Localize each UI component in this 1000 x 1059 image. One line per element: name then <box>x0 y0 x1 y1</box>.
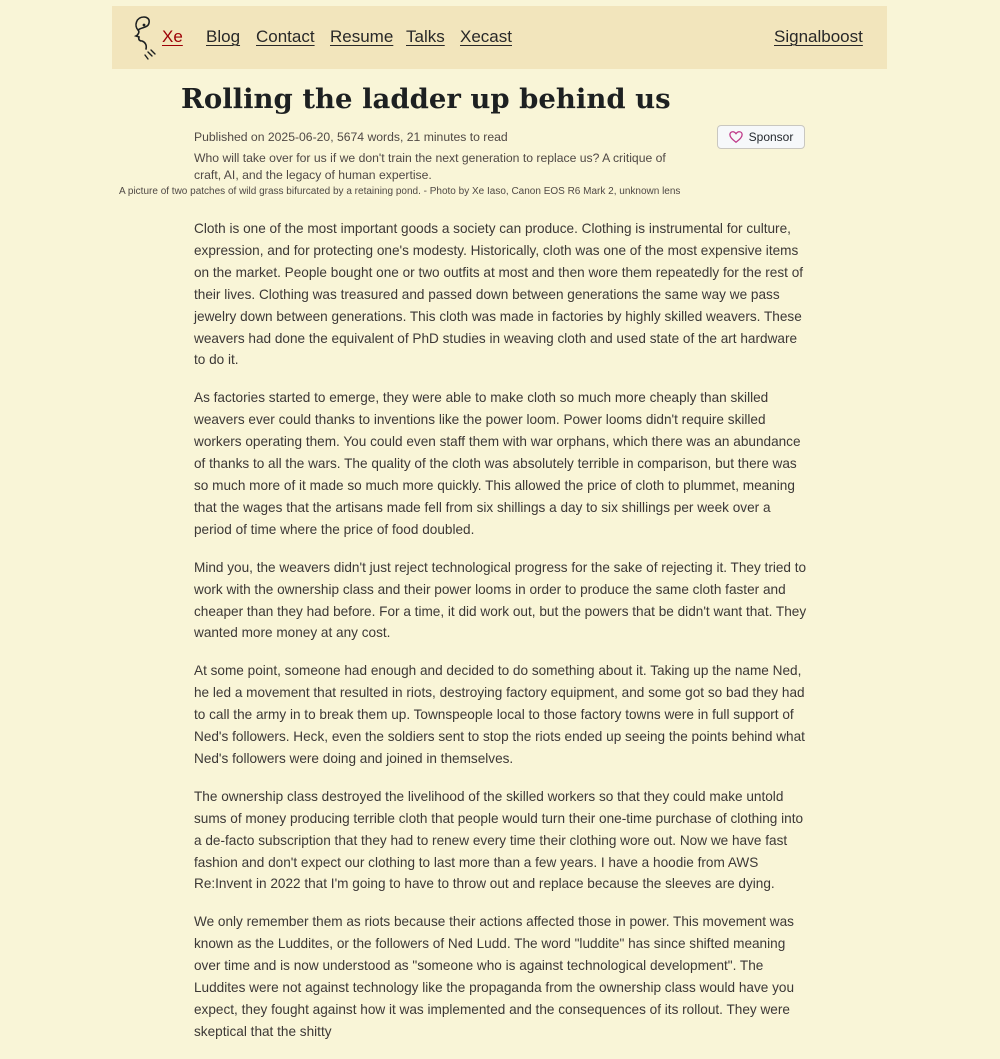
image-caption: A picture of two patches of wild grass bifurcated by a retaining pond. - Photo by Xe Iaso, Canon EOS R6 Mark 2, unknown lens <box>119 186 681 197</box>
article-paragraph: We only remember them as riots because their actions affected those in power. This movement was known as the Luddites, or the followers of Ned Ludd. The word "luddite" has since shifted meaning over time and is now understood as "someone who is against technological development". The Luddites were not against technology like the propaganda from the ownership class would have you expect, they fought against how it was implemented and the consequences of its rollout. They were skeptical that the shitty <box>194 914 795 1039</box>
sponsor-button[interactable] <box>717 125 805 149</box>
published-info: Published on 2025-06-20, 5674 words, 21 minutes to read <box>194 130 508 144</box>
nav-resume-link[interactable]: Resume <box>330 27 394 46</box>
nav-talks-link[interactable]: Talks <box>406 27 445 46</box>
nav-signalboost-link[interactable]: Signalboost <box>774 27 863 46</box>
article-body <box>194 218 807 1059</box>
article-paragraph: The ownership class destroyed the livelihood of the skilled workers so that they could make untold sums of money producing terrible cloth that people would turn their one-time purchase of clothing into a de-facto subscription that they had to renew every time their clothing wore out. Now we have fast fashion and don't expect our clothing to last more than a few years. I have a hoodie from AWS Re:Invent in 2022 that I'm going to have to throw out and replace because the sleeves are dying. <box>194 788 804 892</box>
post-meta <box>194 129 694 184</box>
article-paragraph: Mind you, the weavers didn't just reject technological progress for the sake of rejecting it. They tried to work with the ownership class and their power looms in order to produce the same cloth faster and cheaper than they had before. For a time, it did work out, but the powers that be didn't want that. They wanted more money at any cost. <box>194 559 807 641</box>
sponsor-label: Sponsor <box>748 130 794 144</box>
nav-home-link[interactable]: Xe <box>162 27 183 46</box>
xe-logo-icon[interactable] <box>130 14 158 60</box>
article-paragraph: As factories started to emerge, they were able to make cloth so much more cheaply than skilled weavers ever could thanks to inventions like the power loom. Power looms didn't require skilled workers operating them. You could even staff them with war orphans, which there was an abundance of thanks to all the wars. The quality of the cloth was absolutely terrible in comparison, but there was so much more of it made so much more quickly. This allowed the price of cloth to plummet, meaning that the wages that the artisans made fell from six shillings a day to six shillings per week over a period of time where the price of food doubled. <box>194 390 801 537</box>
nav-xecast-link[interactable]: Xecast <box>460 27 512 46</box>
site-navbar <box>112 6 887 69</box>
post-title: Rolling the ladder up behind us <box>181 83 671 115</box>
article-paragraph: Cloth is one of the most important goods a society can produce. Clothing is instrumental for culture, expression, and for protecting one's modesty. Historically, cloth was one of the most expensive items on the market. People bought one or two outfits at most and then wore them repeatedly for the rest of their lives. Clothing was treasured and passed down between generations the same way we pass jewelry down between generations. This cloth was made in factories by highly skilled weavers. These weavers had done the equivalent of PhD studies in weaving cloth and used state of the art hardware to do it. <box>194 221 804 368</box>
nav-blog-link[interactable]: Blog <box>206 27 241 46</box>
heart-icon <box>729 130 743 144</box>
article-paragraph: At some point, someone had enough and decided to do something about it. Taking up the name Ned, he led a movement that resulted in riots, destroying factory equipment, and some got so bad they had to call the army in to break them up. Townspeople local to those factory towns were in full support of Ned's followers. Heck, even the soldiers sent to stop the riots ended up seeing the points behind what Ned's followers were doing and joined in themselves. <box>194 663 805 766</box>
post-description: Who will take over for us if we don't train the next generation to replace us? A critique of craft, AI, and the legacy of human expertise. <box>194 151 666 182</box>
nav-contact-link[interactable]: Contact <box>256 27 315 46</box>
